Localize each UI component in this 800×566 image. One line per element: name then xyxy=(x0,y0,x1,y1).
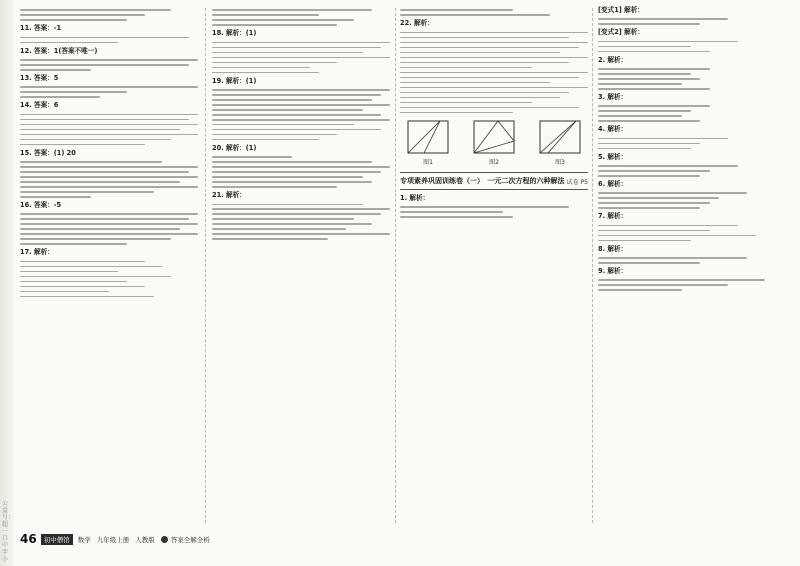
column-divider xyxy=(592,8,593,523)
figure-2 xyxy=(466,117,522,166)
answer-heading: 16. 答案：-5 xyxy=(20,200,62,209)
column-divider xyxy=(395,8,396,523)
answer-heading: 3. 解析： xyxy=(598,93,628,102)
answer-heading: [变式2] 解析： xyxy=(598,28,644,37)
answer-item xyxy=(598,28,784,52)
answer-heading: 8. 解析： xyxy=(598,244,628,253)
section-page-ref: 试卷 P5 xyxy=(566,178,588,186)
answer-heading: 18. 解析：(1) xyxy=(212,29,257,38)
answer-item xyxy=(400,194,588,218)
footer-edition: 人教版 xyxy=(135,535,155,544)
answer-item xyxy=(598,267,784,291)
answer-heading: 17. 解析： xyxy=(20,248,54,257)
answer-item xyxy=(20,24,198,43)
answer-heading: 13. 答案：5 xyxy=(20,74,59,83)
answer-item xyxy=(20,149,198,198)
answer-heading: 7. 解析： xyxy=(598,212,628,221)
rectangle-figure-icon xyxy=(536,117,584,157)
answer-item xyxy=(20,248,198,297)
answer-heading: 22. 解析： xyxy=(400,19,434,28)
column-divider xyxy=(205,8,206,523)
answer-item xyxy=(20,9,198,21)
answer-heading: 21. 解析： xyxy=(212,191,246,200)
answer-column-4 xyxy=(598,6,784,526)
answer-item xyxy=(20,101,198,145)
answer-badge-icon xyxy=(161,536,168,543)
answer-item xyxy=(598,93,784,122)
answer-item xyxy=(212,9,390,26)
figure-1 xyxy=(400,117,456,166)
answer-heading: 14. 答案：6 xyxy=(20,101,59,110)
footer-grade: 九年级上册 xyxy=(96,535,130,544)
figure-caption: 图3 xyxy=(555,159,565,167)
page-footer xyxy=(20,532,216,546)
answer-heading: 2. 解析： xyxy=(598,55,628,64)
answer-item xyxy=(598,180,784,209)
answer-item xyxy=(598,6,784,25)
page-spine xyxy=(0,0,14,566)
figure-caption: 图1 xyxy=(423,159,433,167)
answer-heading: 20. 解析：(1) xyxy=(212,143,257,152)
figure-3 xyxy=(532,117,588,166)
answer-heading: 9. 解析： xyxy=(598,267,628,276)
answer-heading: 12. 答案：1(答案不唯一) xyxy=(20,46,98,55)
answer-column-2 xyxy=(212,6,390,526)
answer-item xyxy=(598,125,784,149)
answer-column-1 xyxy=(20,6,198,526)
answer-item xyxy=(212,144,390,188)
answer-heading: 4. 解析： xyxy=(598,125,628,134)
answer-item xyxy=(598,245,784,264)
rectangle-figure-icon xyxy=(404,117,452,157)
answer-item xyxy=(20,201,198,245)
answer-item xyxy=(212,29,390,73)
footer-answer-label: 答案全解全析 xyxy=(170,535,210,544)
figure-caption: 图2 xyxy=(489,159,499,167)
section-title: 专项素养巩固训练卷（一） 一元二次方程的六种解法 xyxy=(400,177,565,186)
answer-item xyxy=(598,56,784,90)
answer-item xyxy=(598,153,784,177)
answer-item xyxy=(20,74,198,98)
rectangle-figure-icon xyxy=(470,117,518,157)
figure-row xyxy=(400,117,588,166)
footer-subject: 数学 xyxy=(77,535,91,544)
brand-tag: 初中僧馆 xyxy=(41,534,73,545)
answer-heading: 11. 答案：-1 xyxy=(20,24,62,33)
answer-heading: 15. 答案：(1) 20 xyxy=(20,148,76,157)
answer-heading: 19. 解析：(1) xyxy=(212,76,257,85)
answer-column-3 xyxy=(400,6,588,526)
answer-item xyxy=(212,191,390,240)
answer-item xyxy=(598,212,784,241)
answer-item xyxy=(20,47,198,71)
section-banner xyxy=(400,172,588,190)
page-number: 46 xyxy=(20,532,37,546)
answer-heading: 5. 解析： xyxy=(598,152,628,161)
spine-text: 公益号：超一口中字小 xyxy=(2,500,15,563)
answer-item xyxy=(400,9,588,16)
answer-item xyxy=(212,77,390,141)
answer-heading: 6. 解析： xyxy=(598,180,628,189)
answer-item xyxy=(400,19,588,113)
answer-heading: 1. 解析： xyxy=(400,194,430,203)
answer-heading: [变式1] 解析： xyxy=(598,6,644,14)
